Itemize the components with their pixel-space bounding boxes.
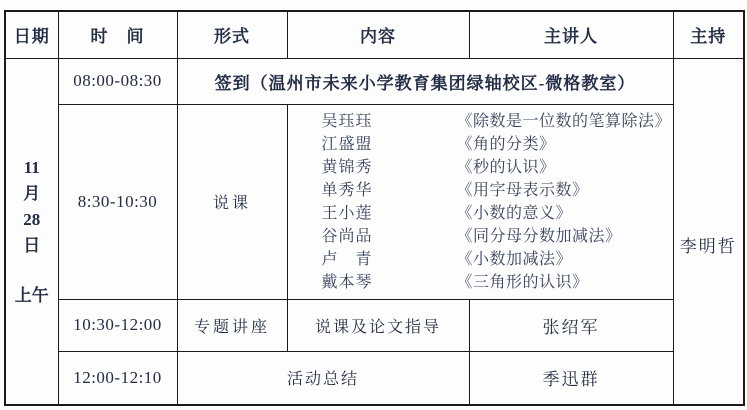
presentation-topic: 《秒的认识》 [456,158,556,176]
summary-speaker-cell: 季迅群 [469,351,673,405]
presenter-name: 吴珏珏 [321,112,373,130]
header-cell-host: 主持 [673,11,744,58]
presenter-name: 黄锦秀 [321,158,373,176]
schedule-table [4,10,745,406]
presentation-row [5,104,744,299]
presentation-topic: 《角的分类》 [456,135,556,153]
date-cell [5,58,58,405]
signin-content-cell: 签到（温州市未来小学教育集团绿轴校区-微格教室） [177,58,673,104]
signin-row [5,58,744,104]
presentation-item [322,248,669,271]
presentation-topic: 《同分母分数加减法》 [456,227,622,245]
presentation-items-cell [287,104,673,299]
presenter-name: 单秀华 [321,181,373,199]
summary-row [5,351,744,405]
lecture-time-cell: 10:30-12:00 [58,299,177,351]
header-cell-date: 日期 [5,11,58,58]
presentation-topic: 《用字母表示数》 [456,181,589,199]
date-line: 日 [23,236,41,256]
presentation-topic: 《除数是一位数的笔算除法》 [456,112,672,130]
lecture-speaker-cell: 张绍军 [469,299,673,351]
presentation-item [322,225,669,248]
presentation-item [321,110,672,133]
presentation-topic: 《小数的意义》 [456,204,573,222]
host-cell: 李明哲 [673,58,744,405]
date-line: 月 [23,184,41,204]
header-cell-time: 时 间 [58,11,177,58]
presentation-item [322,202,669,225]
date-line: 11 [23,158,40,178]
lecture-content-cell: 说课及论文指导 [287,299,469,351]
header-row [5,11,744,58]
header-cell-speaker: 主讲人 [469,11,673,58]
summary-time-cell: 12:00-12:10 [58,351,177,405]
presenter-name: 谷尚品 [321,227,373,245]
lecture-format-cell: 专题讲座 [177,299,287,351]
lecture-row [5,299,744,351]
date-line: 28 [23,210,41,230]
presentation-topic: 《三角形的认识》 [456,273,589,291]
presentation-topic: 《小数加减法》 [456,250,573,268]
header-cell-content: 内容 [287,11,469,58]
presentation-item [322,179,669,202]
presenter-name: 江盛盟 [321,135,373,153]
date-text [6,155,58,259]
presentation-format-cell: 说课 [177,104,287,299]
presenter-name: 卢 青 [321,250,373,268]
presenter-name: 王小莲 [321,204,373,222]
presenter-name: 戴本琴 [321,273,373,291]
summary-content-cell: 活动总结 [177,351,469,405]
presentation-item [322,271,669,294]
date-period: 上午 [14,286,49,306]
presentation-time-cell: 8:30-10:30 [58,104,177,299]
header-cell-format: 形式 [177,11,287,58]
signin-time-cell: 08:00-08:30 [58,58,177,104]
presentation-item [322,156,669,179]
presentation-item [322,133,669,156]
